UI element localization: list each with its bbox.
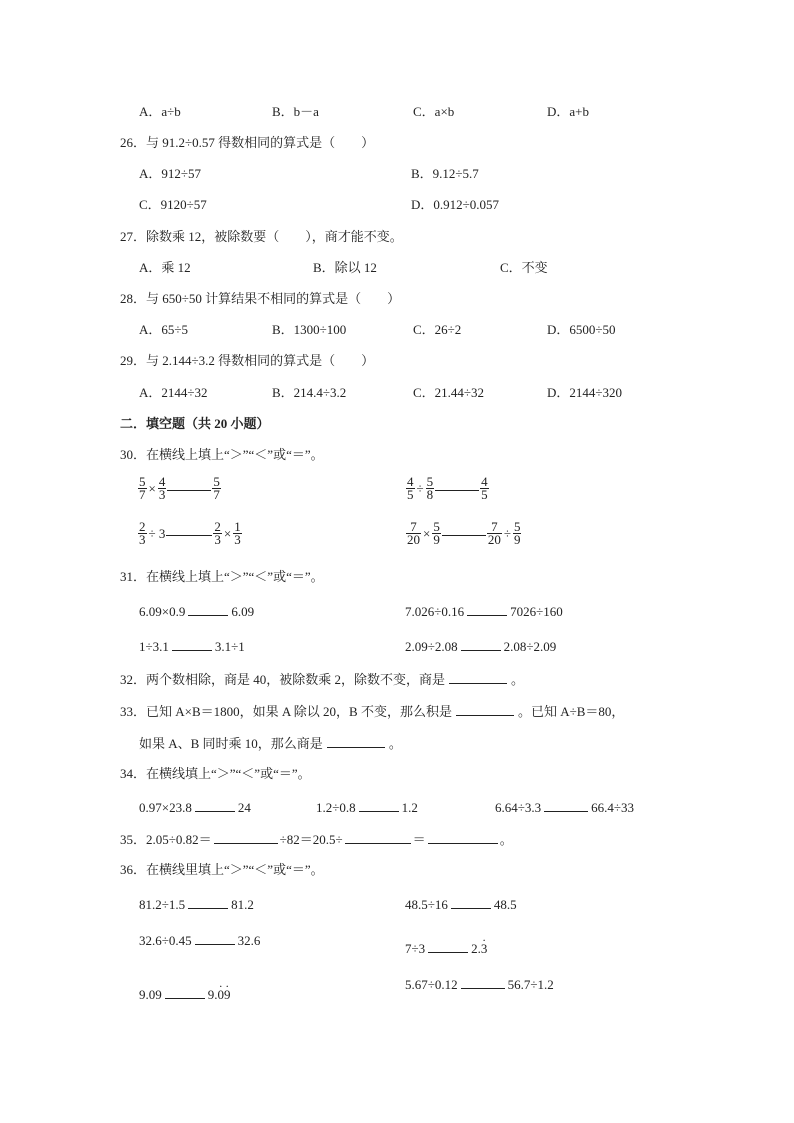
answer-blank[interactable] [428, 831, 498, 844]
q30-item-3: $\frac{2}{3}$ ÷ 3 $\frac{2}{3}$ × $\frac{1}{3}$ [139, 519, 241, 547]
q36-item-1: 81.2÷1.5 81.2 [139, 897, 254, 912]
q26-option-a: A．912÷57 [139, 166, 202, 181]
answer-blank[interactable] [172, 638, 212, 651]
q31-item-2: 7.026÷0.16 7026÷160 [405, 604, 563, 619]
q34-item-1: 0.97×23.8 24 [139, 800, 251, 815]
q27-stem: 27．除数乘 12，被除数要（ ），商才能不变。 [120, 229, 403, 244]
q29-option-a: A．2144÷32 [139, 385, 208, 400]
q32-stem: 32．两个数相除，商是 40，被除数乘 2，除数不变，商是 。 [120, 672, 525, 687]
q36-item-6: 5.67÷0.12 56.7÷1.2 [405, 977, 554, 992]
q29-option-b: B．214.4÷3.2 [272, 385, 347, 400]
answer-blank[interactable] [195, 799, 235, 812]
q26-option-c: C．9120÷57 [139, 197, 207, 212]
q36-item-2: 48.5÷16 48.5 [405, 897, 517, 912]
q28-option-c: C．26÷2 [413, 322, 462, 337]
q30-item-4: $\frac{7}{20}$ × $\frac{5}{9}$ $\frac{7}{20}$ ÷ $\frac{5}{9}$ [407, 519, 521, 547]
q31-stem: 31．在横线上填上“＞”“＜”或“＝”。 [120, 569, 324, 584]
q26-stem: 26．与 91.2÷0.57 得数相同的算式是（ ） [120, 135, 375, 150]
answer-blank[interactable] [195, 932, 235, 945]
answer-blank[interactable] [188, 603, 228, 616]
answer-blank[interactable] [467, 603, 507, 616]
q27-option-a: A．乘 12 [139, 260, 191, 275]
q26-option-d: D．0.912÷0.057 [411, 197, 500, 212]
q30-stem: 30．在横线上填上“＞”“＜”或“＝”。 [120, 447, 324, 462]
q35-line: 35．2.05÷0.82＝ ÷82＝20.5÷ ＝ 。 [120, 832, 513, 847]
q31-item-3: 1÷3.1 3.1÷1 [139, 639, 245, 654]
answer-blank[interactable] [461, 638, 501, 651]
answer-blank[interactable] [428, 940, 468, 953]
q31-item-4: 2.09÷2.08 2.08÷2.09 [405, 639, 557, 654]
answer-blank[interactable] [435, 476, 479, 491]
q30-item-2: $\frac{4}{5}$ ÷ $\frac{5}{8}$ $\frac{4}{5}$ [407, 474, 488, 502]
q25-option-d: D．a+b [547, 104, 589, 119]
repeating-digit: · 0 [218, 987, 225, 1003]
answer-blank[interactable] [167, 476, 211, 491]
q29-stem: 29．与 2.144÷3.2 得数相同的算式是（ ） [120, 353, 375, 368]
repeating-digit: · 3 [481, 941, 488, 957]
answer-blank[interactable] [451, 896, 491, 909]
q34-item-2: 1.2÷0.8 1.2 [316, 800, 418, 815]
q26-option-b: B．9.12÷5.7 [411, 166, 479, 181]
q25-option-a: A．a÷b [139, 104, 181, 119]
q25-option-c: C．a×b [413, 104, 455, 119]
q28-option-a: A．65÷5 [139, 322, 189, 337]
q29-option-c: C．21.44÷32 [413, 385, 485, 400]
q34-stem: 34．在横线填上“＞”“＜”或“＝”。 [120, 766, 311, 781]
answer-blank[interactable] [166, 521, 212, 536]
q36-item-5: 9.09 9.· 0· 9 [139, 986, 231, 1003]
section-2-heading: 二．填空题（共 20 小题） [120, 416, 270, 431]
q30-item-1: $\frac{5}{7}$ × $\frac{4}{3}$ $\frac{5}{7}$ [139, 474, 220, 502]
q34-item-3: 6.64÷3.3 66.4÷33 [495, 800, 635, 815]
q27-option-b: B．除以 12 [313, 260, 377, 275]
answer-blank[interactable] [359, 799, 399, 812]
q36-item-3: 32.6÷0.45 32.6 [139, 933, 261, 948]
q27-option-c: C．不变 [500, 260, 548, 275]
q31-item-1: 6.09×0.9 6.09 [139, 604, 255, 619]
q33-line-1: 33．已知 A×B＝1800，如果 A 除以 20，B 不变，那么积是 。已知 A÷B＝80， [120, 704, 625, 719]
answer-blank[interactable] [345, 831, 411, 844]
repeating-digit: · 9 [224, 987, 231, 1003]
q36-stem: 36．在横线里填上“＞”“＜”或“＝”。 [120, 862, 324, 877]
answer-blank[interactable] [442, 521, 486, 536]
answer-blank[interactable] [188, 896, 228, 909]
answer-blank[interactable] [449, 671, 507, 684]
answer-blank[interactable] [165, 986, 205, 999]
answer-blank[interactable] [544, 799, 588, 812]
q28-stem: 28．与 650÷50 计算结果不相同的算式是（ ） [120, 291, 401, 306]
q28-option-b: B．1300÷100 [272, 322, 347, 337]
answer-blank[interactable] [327, 735, 385, 748]
q28-option-d: D．6500÷50 [547, 322, 616, 337]
q36-item-4: 7÷3 2.· 3 [405, 940, 487, 957]
answer-blank[interactable] [214, 831, 278, 844]
answer-blank[interactable] [461, 976, 505, 989]
q25-option-b: B．b－a [272, 104, 319, 119]
q33-line-2: 如果 A、B 同时乘 10，那么商是 。 [139, 736, 402, 751]
answer-blank[interactable] [456, 703, 514, 716]
q29-option-d: D．2144÷320 [547, 385, 623, 400]
